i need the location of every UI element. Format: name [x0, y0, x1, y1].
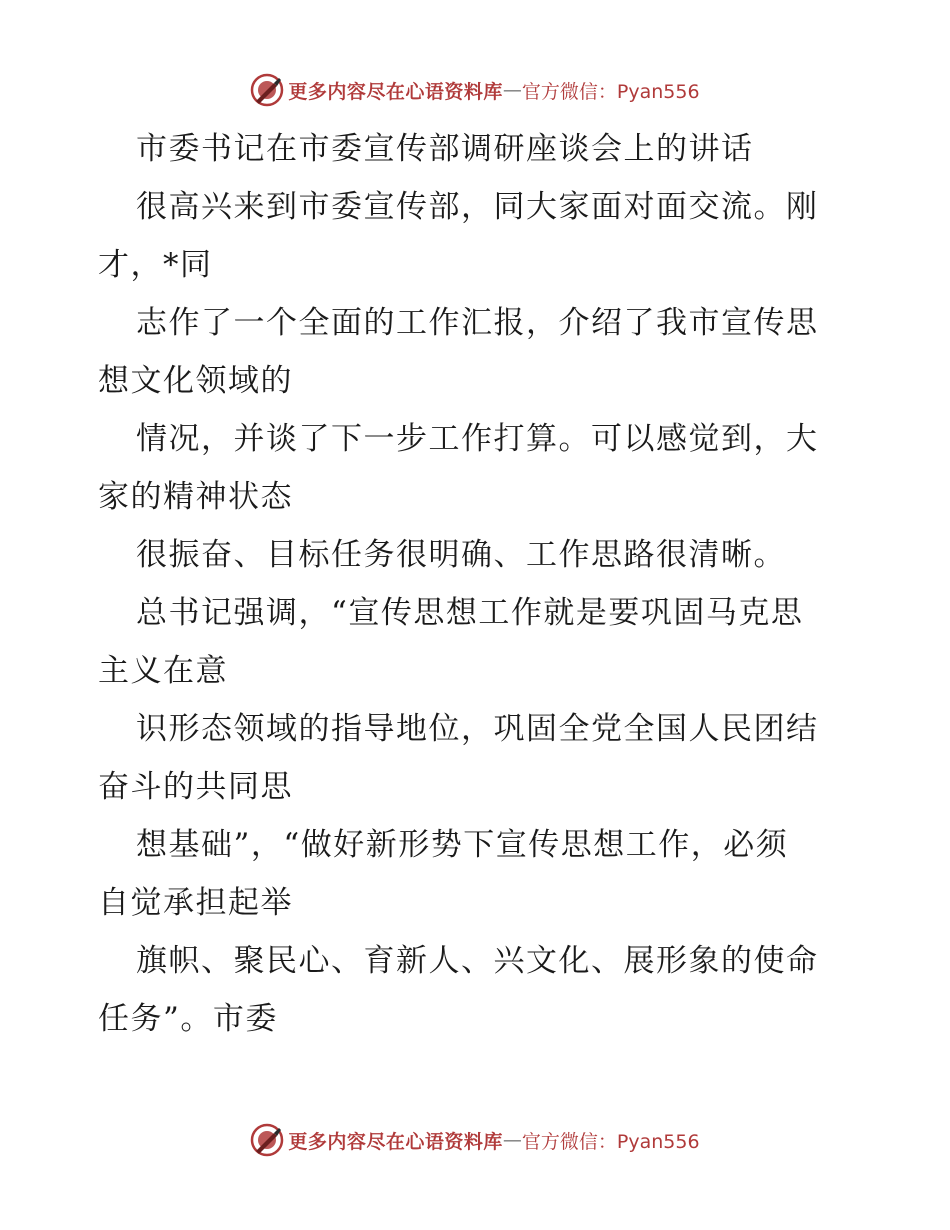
text-line: 总书记强调，“宣传思想工作就是要巩固马克思 [136, 595, 804, 631]
document-body [98, 120, 850, 1048]
text-line: 旗帜、聚民心、育新人、兴文化、展形象的使命 [136, 943, 819, 979]
text-line: 情况，并谈了下一步工作打算。可以感觉到，大 [136, 421, 819, 457]
text-line: 才，*同 [98, 247, 213, 283]
text-line: 任务”。市委 [98, 1001, 278, 1037]
text-line: 想文化领域的 [98, 363, 293, 399]
text-line: 家的精神状态 [98, 479, 293, 515]
text-line: 很振奋、目标任务很明确、工作思路很清晰。 [136, 537, 786, 573]
banner-left-text: 更多内容尽在心语资料库 [288, 80, 503, 103]
banner-wechat-text: 官方微信：Pyan556 [521, 80, 700, 103]
banner-dash: — [502, 79, 522, 101]
text-line: 志作了一个全面的工作汇报，介绍了我市宣传思 [136, 305, 819, 341]
text-line: 主义在意 [98, 653, 228, 689]
document-title: 市委书记在市委宣传部调研座谈会上的讲话 [136, 131, 754, 167]
text-line: 想基础”，“做好新形势下宣传思想工作，必须 [136, 827, 789, 863]
text-line: 自觉承担起举 [98, 885, 293, 921]
header-banner [0, 70, 950, 110]
text-line: 奋斗的共同思 [98, 769, 293, 805]
text-line: 很高兴来到市委宣传部，同大家面对面交流。刚 [136, 189, 819, 225]
banner-left-text: 更多内容尽在心语资料库 [288, 1130, 503, 1153]
pen-logo-icon [250, 1123, 284, 1157]
footer-banner [0, 1120, 950, 1160]
pen-logo-icon [250, 73, 284, 107]
banner-wechat-text: 官方微信：Pyan556 [521, 1130, 700, 1153]
text-line: 识形态领域的指导地位，巩固全党全国人民团结 [136, 711, 819, 747]
banner-dash: — [502, 1129, 522, 1151]
